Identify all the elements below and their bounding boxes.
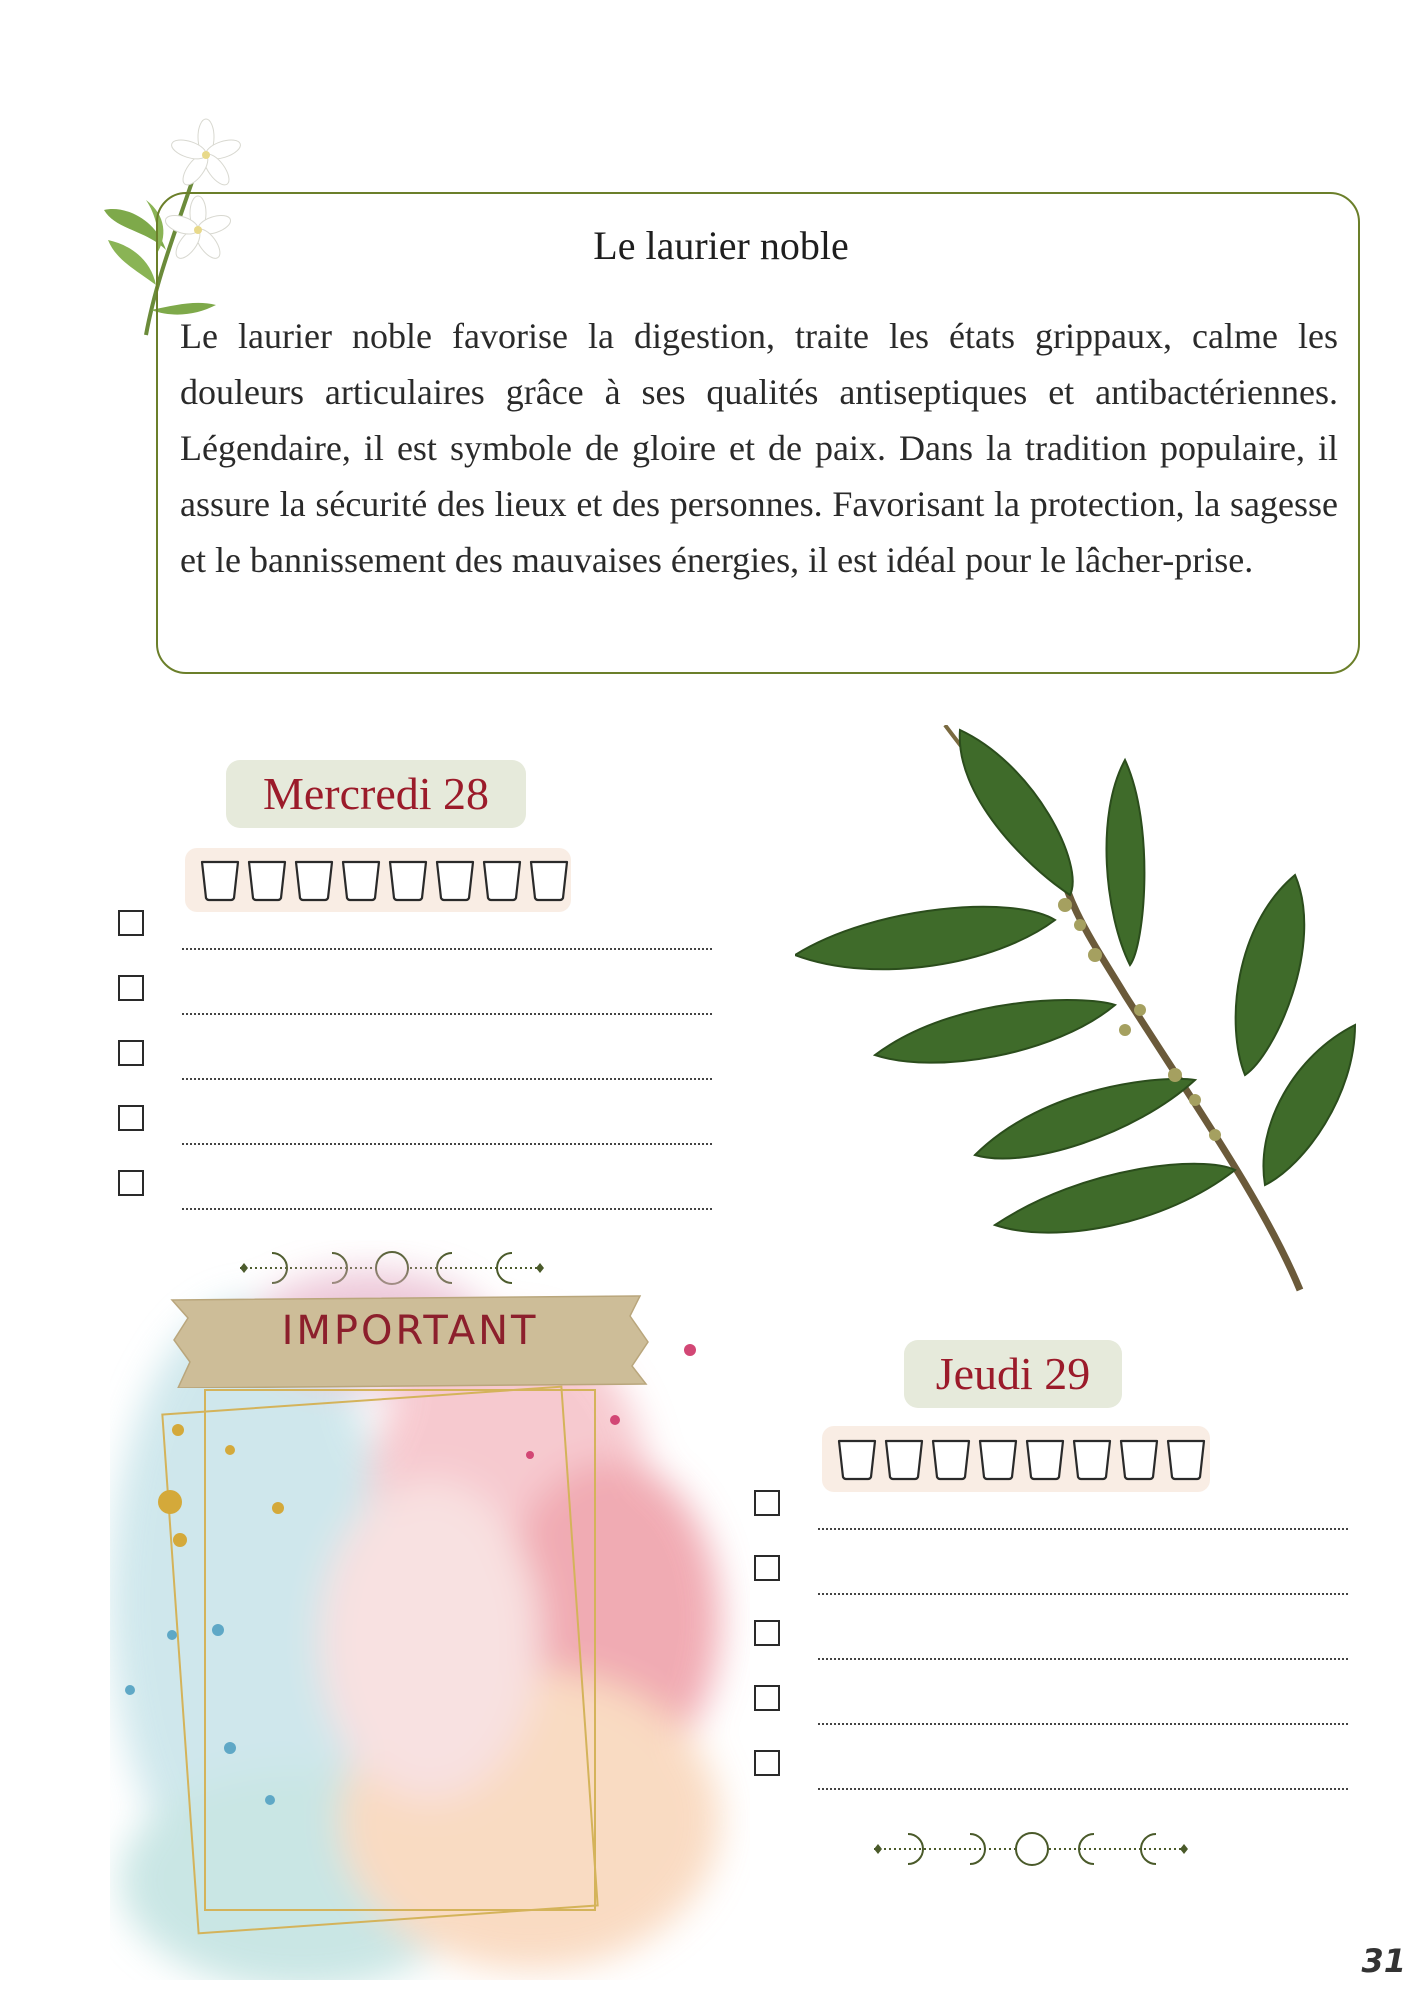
task-row (118, 910, 718, 970)
water-glass-icon[interactable] (883, 1437, 925, 1481)
water-glass-icon[interactable] (1071, 1437, 1113, 1481)
task-row (754, 1685, 1354, 1745)
task-row (754, 1490, 1354, 1550)
water-glass-icon[interactable] (434, 858, 476, 902)
task-line[interactable] (182, 1143, 712, 1145)
task-checkbox[interactable] (118, 910, 144, 936)
task-row (754, 1555, 1354, 1615)
water-glass-icon[interactable] (1165, 1437, 1207, 1481)
task-row (754, 1750, 1354, 1810)
task-line[interactable] (182, 1013, 712, 1015)
water-glass-icon[interactable] (1024, 1437, 1066, 1481)
task-row (754, 1620, 1354, 1680)
water-glass-icon[interactable] (836, 1437, 878, 1481)
task-line[interactable] (818, 1788, 1348, 1790)
water-tracker-mercredi (185, 848, 571, 912)
task-checkbox[interactable] (118, 1170, 144, 1196)
task-line[interactable] (818, 1593, 1348, 1595)
water-glass-icon[interactable] (528, 858, 570, 902)
task-checkbox[interactable] (754, 1620, 780, 1646)
task-line[interactable] (182, 1078, 712, 1080)
task-line[interactable] (182, 948, 712, 950)
water-glass-icon[interactable] (246, 858, 288, 902)
task-line[interactable] (818, 1528, 1348, 1530)
task-checkbox[interactable] (754, 1750, 780, 1776)
task-line[interactable] (182, 1208, 712, 1210)
water-glass-icon[interactable] (481, 858, 523, 902)
water-glass-icon[interactable] (930, 1437, 972, 1481)
water-glass-icon[interactable] (199, 858, 241, 902)
page-number: 31 (1361, 1942, 1406, 1980)
task-list-jeudi (754, 1490, 1354, 1810)
important-label: IMPORTANT (281, 1308, 539, 1354)
water-glass-icon[interactable] (977, 1437, 1019, 1481)
info-title: Le laurier noble (593, 223, 849, 268)
task-row (118, 975, 718, 1035)
task-checkbox[interactable] (754, 1685, 780, 1711)
day-label-mercredi: Mercredi 28 (226, 760, 526, 828)
day-label-jeudi: Jeudi 29 (904, 1340, 1122, 1408)
task-line[interactable] (818, 1723, 1348, 1725)
task-list-mercredi (118, 910, 718, 1230)
task-checkbox[interactable] (754, 1490, 780, 1516)
water-glass-icon[interactable] (340, 858, 382, 902)
moon-phases-divider-icon (866, 1826, 1196, 1872)
info-body: Le laurier noble favorise la digestion, traite les états grippaux, calme les douleurs articulaires grâce à ses qualités antiseptiques et antibactériennes. Légendaire, il est symbole de gloire et de paix. Dans la tradition populaire, il assure la sécurité des lieux et des personnes. Favorisant la protection, la sagesse et le bannissement des mauvaises énergies, il est idéal pour le lâcher-prise. (180, 316, 1338, 580)
task-checkbox[interactable] (118, 975, 144, 1001)
task-checkbox[interactable] (118, 1040, 144, 1066)
task-row (118, 1170, 718, 1230)
task-checkbox[interactable] (118, 1105, 144, 1131)
task-line[interactable] (818, 1658, 1348, 1660)
water-glass-icon[interactable] (387, 858, 429, 902)
bay-laurel-branch-icon (795, 725, 1365, 1300)
water-glass-icon[interactable] (1118, 1437, 1160, 1481)
water-tracker-jeudi (822, 1426, 1210, 1492)
task-row (118, 1040, 718, 1100)
task-row (118, 1105, 718, 1165)
water-glass-icon[interactable] (293, 858, 335, 902)
task-checkbox[interactable] (754, 1555, 780, 1581)
